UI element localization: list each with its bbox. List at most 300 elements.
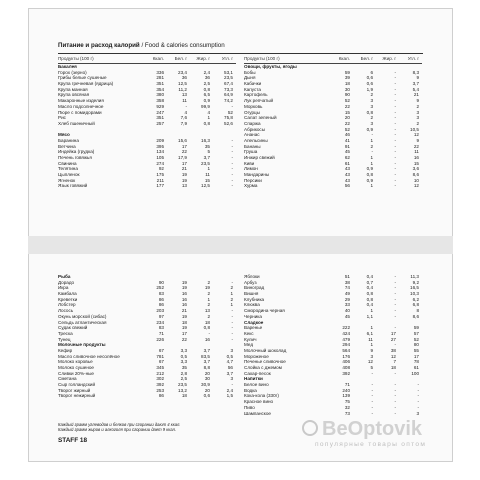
kcal-value: 211 — [156, 177, 164, 183]
product-name: Лук репчатый — [244, 98, 274, 104]
fat-value: - — [394, 313, 396, 319]
carbs-value: 59 — [413, 325, 419, 331]
carbs-value: 53,1 — [224, 69, 233, 75]
fat-value: 30 — [204, 376, 210, 382]
carbs-value: - — [231, 143, 233, 149]
product-name: Кефир — [58, 347, 73, 353]
table-header-row — [58, 56, 236, 64]
carbs-value: 8,6 — [412, 172, 419, 178]
fat-value: 12 — [390, 353, 396, 359]
fat-value: 12,5 — [201, 183, 210, 189]
kcal-value: 351 — [156, 115, 164, 121]
product-name: Белое вино — [244, 382, 269, 388]
kcal-value: 43 — [344, 177, 350, 183]
kcal-value: 86 — [158, 296, 164, 302]
protein-value: 1 — [370, 342, 373, 348]
kcal-value: 56 — [344, 183, 350, 189]
kcal-value: 177 — [156, 183, 164, 189]
kcal-value: 345 — [156, 365, 164, 370]
product-name: Хлеб пшеничный — [58, 120, 95, 126]
product-name: Капуста — [244, 86, 261, 92]
carbs-value: 0,5 — [226, 353, 233, 359]
product-name: Клубника — [244, 296, 265, 302]
kcal-value: 29 — [344, 296, 350, 302]
carbs-value: 2 — [230, 285, 233, 291]
product-name: Спаржа — [244, 120, 261, 126]
fat-value: - — [394, 143, 396, 149]
kcal-value: 209 — [156, 137, 164, 143]
carbs-value: 3 — [416, 410, 419, 416]
page-number: 18 — [79, 437, 88, 444]
protein-value: 23,4 — [178, 69, 187, 75]
protein-value: 21 — [181, 308, 187, 314]
product-name: Виноград — [244, 285, 265, 291]
product-name: Лобстер — [58, 302, 76, 308]
product-name: Инжир свежий — [244, 155, 275, 160]
carbs-value: 3,7 — [412, 81, 419, 87]
product-name: Сливки 20%-ные — [58, 370, 94, 376]
carbs-value: - — [231, 183, 233, 189]
fat-value: 16 — [204, 336, 210, 342]
kcal-value: 22 — [344, 103, 350, 109]
product-name: Сметана — [58, 376, 77, 382]
carbs-value: 9 — [416, 75, 419, 81]
fat-value: 1 — [207, 296, 210, 302]
carbs-value: 10,5 — [410, 126, 419, 132]
protein-value: 0,7 — [366, 279, 373, 285]
protein-value: 19 — [181, 172, 187, 178]
note-line: Каждый грамм углеводов и белков при сгорании дают 4 ккал. — [58, 422, 181, 427]
brand-footer — [58, 437, 87, 444]
kcal-value: 274 — [156, 160, 164, 166]
kcal-value: 281 — [156, 75, 164, 81]
carbs-value: 73,3 — [224, 86, 233, 92]
carbs-value: - — [231, 319, 233, 325]
kcal-value: 380 — [156, 92, 164, 98]
kcal-value: 22 — [344, 120, 350, 126]
carbs-value: 80 — [413, 342, 419, 348]
protein-value: 0,8 — [366, 109, 373, 115]
protein-value: 6,1 — [366, 330, 373, 336]
carbs-value: 3 — [230, 347, 233, 353]
product-name: Творог жирный — [58, 387, 91, 393]
carbs-value: 6,8 — [412, 302, 419, 308]
table-bottom-right — [244, 274, 422, 416]
protein-value: 0,4 — [366, 302, 373, 308]
product-name: Яблоки — [244, 274, 260, 279]
protein-value: 1 — [370, 308, 373, 314]
protein-value: 21 — [181, 166, 187, 172]
carbs-value: - — [231, 166, 233, 172]
fat-value: 1 — [207, 115, 210, 121]
carbs-value: 12 — [413, 132, 419, 138]
section-heading-label: Молочные продукты — [58, 342, 106, 348]
kcal-value: 139 — [342, 393, 350, 399]
carbs-value: 55 — [413, 347, 419, 353]
protein-value: 3 — [370, 98, 373, 104]
product-name: Печенье сливочное — [244, 359, 286, 365]
protein-value: 15,6 — [178, 137, 187, 143]
protein-value: - — [185, 103, 187, 109]
protein-value: 19 — [181, 279, 187, 285]
fat-value: - — [394, 404, 396, 410]
carbs-value: 9 — [416, 137, 419, 143]
carbs-value: 1 — [230, 302, 233, 308]
carbs-value: - — [231, 325, 233, 331]
protein-value: 1 — [370, 155, 373, 160]
kcal-value: 354 — [156, 86, 164, 92]
fat-value: 19 — [204, 285, 210, 291]
carbs-value: 16,5 — [410, 285, 419, 291]
product-name: Лосось — [58, 308, 74, 314]
product-name: Абрикосы — [244, 126, 266, 132]
brand-name: STAFF — [58, 437, 79, 444]
product-name: Мороженое — [244, 353, 269, 359]
fat-value: 38 — [390, 347, 396, 353]
carbs-value: 11 — [414, 149, 419, 155]
kcal-value: 294 — [342, 342, 350, 348]
fat-value: - — [394, 285, 396, 291]
product-name: Клюква — [244, 302, 260, 308]
product-name: Ветчина — [58, 143, 76, 149]
carbs-value: - — [417, 399, 419, 405]
table-row — [244, 183, 422, 189]
fat-value: 20 — [204, 387, 210, 393]
protein-value: 3 — [370, 120, 373, 126]
protein-value: 12 — [367, 359, 373, 365]
product-name: Киви — [244, 160, 255, 166]
protein-value: 0,8 — [366, 296, 373, 302]
product-name: Ананас — [244, 132, 260, 138]
protein-value: 2 — [370, 92, 373, 98]
carbs-value: - — [231, 313, 233, 319]
kcal-value: 336 — [156, 69, 164, 75]
product-name: Кабачки — [244, 81, 262, 87]
fat-value: 18 — [204, 319, 210, 325]
fat-value: 23,5 — [201, 160, 210, 166]
fat-value: - — [394, 342, 396, 348]
kcal-value: 253 — [156, 387, 164, 393]
carbs-value: 8,3 — [412, 69, 419, 75]
product-name: Картофель — [244, 92, 268, 98]
carbs-value: 1,5 — [226, 393, 233, 399]
fat-value: 1 — [207, 166, 210, 172]
carbs-value: - — [231, 279, 233, 285]
product-name: Индейка (грудка) — [58, 149, 95, 155]
kcal-value: 59 — [344, 69, 350, 75]
product-name: Салат зеленый — [244, 115, 277, 121]
carbs-value: 57 — [413, 330, 419, 336]
carbs-value: 78 — [413, 359, 419, 365]
fat-value: 2 — [207, 291, 210, 297]
fat-value: 2 — [207, 279, 210, 285]
carbs-value: 52 — [227, 109, 233, 115]
kcal-value: 43 — [344, 172, 350, 178]
carbs-value: - — [231, 382, 233, 388]
protein-value: 3,3 — [180, 359, 187, 365]
carbs-value: 61 — [413, 365, 419, 370]
carbs-value: 6,2 — [412, 296, 419, 302]
protein-value: 1 — [370, 325, 373, 331]
kcal-value: 97 — [158, 313, 164, 319]
product-name: Крупа манная — [58, 86, 88, 92]
carbs-value: 17 — [413, 353, 419, 359]
kcal-value: 62 — [344, 155, 350, 160]
kcal-value: 39 — [344, 75, 350, 81]
carbs-value: 22 — [413, 143, 419, 149]
protein-value: 1 — [370, 137, 373, 143]
fat-value: - — [394, 302, 396, 308]
protein-value: 19 — [181, 313, 187, 319]
protein-value: 17 — [181, 143, 187, 149]
carbs-value: - — [231, 336, 233, 342]
header-kcal: Ккал. — [338, 56, 350, 61]
product-name: Горох (зерно) — [58, 69, 87, 75]
product-name: Сыр голландский — [58, 382, 96, 388]
protein-value: 11 — [368, 336, 373, 342]
product-name: Масло сливочное несолёное — [58, 353, 120, 359]
fat-value: 83,5 — [201, 353, 210, 359]
fat-value: 30,9 — [201, 382, 210, 388]
fat-value: 3,7 — [203, 359, 210, 365]
carbs-value: - — [417, 393, 419, 399]
carbs-value: 9 — [416, 98, 419, 104]
carbs-value: - — [417, 382, 419, 388]
protein-value: 2,8 — [180, 370, 187, 376]
carbs-value: - — [417, 387, 419, 393]
product-name: Огурцы — [244, 109, 260, 115]
protein-value: 0,6 — [366, 81, 373, 87]
product-name: Креветки — [58, 296, 78, 302]
protein-value: 19 — [181, 325, 187, 331]
protein-value: 19 — [181, 285, 187, 291]
kcal-value: 20 — [344, 115, 350, 121]
product-name: Свинина — [58, 160, 77, 166]
kcal-value: 247 — [156, 109, 164, 115]
fat-value: 99,9 — [201, 103, 210, 109]
carbs-value: 23,5 — [224, 75, 233, 81]
product-name: Молочный шоколад — [244, 347, 287, 353]
protein-value: 16 — [181, 296, 187, 302]
fat-value: 0,8 — [203, 325, 210, 331]
fat-value: 7 — [393, 359, 396, 365]
protein-value: 4 — [184, 109, 187, 115]
product-name: Дорадо — [58, 279, 75, 285]
fat-value: - — [394, 166, 396, 172]
product-name: Кока-кола (330г) — [244, 393, 279, 399]
protein-value: 0,9 — [366, 126, 373, 132]
protein-value: 17,9 — [178, 155, 187, 160]
carbs-value: 52 — [413, 336, 419, 342]
fat-value: 2,5 — [203, 81, 210, 87]
kcal-value: 71 — [158, 330, 164, 336]
fat-value: - — [394, 410, 396, 416]
product-name: Сельдь атлантическая — [58, 319, 107, 325]
product-name: Груша — [244, 149, 258, 155]
carbs-value: 67,4 — [224, 81, 233, 87]
product-name: Печень говяжья — [58, 155, 92, 160]
product-name: Мед — [244, 342, 254, 348]
fat-value: - — [394, 399, 396, 405]
kcal-value: 395 — [156, 143, 164, 149]
kcal-value: 32 — [344, 404, 350, 410]
protein-value: 2 — [370, 115, 373, 121]
carbs-value: 3,7 — [226, 370, 233, 376]
fat-value: 3,7 — [203, 155, 210, 160]
protein-value: 16 — [181, 291, 187, 297]
kcal-value: 41 — [344, 137, 350, 143]
header-protein: Бел. г — [174, 56, 187, 61]
kcal-value: 222 — [342, 325, 350, 331]
kcal-value: 105 — [156, 155, 164, 160]
product-name: Ягненок — [58, 177, 76, 183]
protein-value: 22 — [181, 149, 187, 155]
kcal-value: 351 — [156, 81, 164, 87]
product-name: Творог нежирный — [58, 393, 96, 399]
protein-value: 9 — [370, 347, 373, 353]
kcal-value: 40 — [344, 308, 350, 314]
kcal-value: 92 — [158, 166, 164, 172]
table-top-right — [244, 56, 422, 189]
protein-value: 2 — [370, 143, 373, 149]
section-heading-label: Сладкое — [244, 319, 264, 325]
carbs-value: 3 — [416, 115, 419, 121]
carbs-value: 4,7 — [226, 359, 233, 365]
protein-value: 1,1 — [366, 313, 373, 319]
carbs-value: 8 — [416, 308, 419, 314]
fat-value: 18 — [390, 365, 396, 370]
product-name: Крупа овсяная — [58, 92, 90, 98]
kcal-value: 90 — [158, 279, 164, 285]
carbs-value: - — [231, 103, 233, 109]
fat-value: - — [394, 291, 396, 297]
product-name: Тунец — [58, 336, 71, 342]
protein-value: - — [371, 382, 373, 388]
kcal-value: 67 — [158, 347, 164, 353]
product-name: Водка — [244, 387, 257, 393]
kcal-value: 52 — [344, 126, 350, 132]
protein-value: 16 — [181, 302, 187, 308]
header-carbs: Угл. г — [407, 56, 419, 61]
fat-value: - — [394, 81, 396, 87]
kcal-value: 30 — [344, 86, 350, 92]
kcal-value: 38 — [344, 279, 350, 285]
kcal-value: 67 — [158, 359, 164, 365]
protein-value: 3 — [370, 103, 373, 109]
title-divider — [58, 53, 423, 54]
carbs-value: 8,6 — [412, 313, 419, 319]
kcal-value: 302 — [156, 376, 164, 382]
kcal-value: 212 — [156, 370, 164, 376]
protein-value: 2,5 — [180, 376, 187, 382]
protein-value: 11 — [182, 98, 187, 104]
product-name: Крупа гречневая (ядрица) — [58, 81, 114, 87]
kcal-value: 252 — [156, 285, 164, 291]
fat-value: 16,3 — [201, 137, 210, 143]
kcal-value: 358 — [156, 98, 164, 104]
kcal-value: 73 — [344, 410, 350, 416]
product-name: Арбуз — [244, 279, 257, 285]
carbs-value: 100 — [411, 370, 419, 376]
carbs-value: - — [231, 155, 233, 160]
kcal-value: 176 — [342, 353, 350, 359]
kcal-value: 43 — [344, 166, 350, 172]
product-name: Морковь — [244, 103, 263, 109]
fat-value: 5 — [207, 149, 210, 155]
product-name: Судак свежий — [58, 325, 88, 331]
product-name: Сахар-песок — [244, 370, 271, 376]
fat-value: - — [394, 274, 396, 279]
product-name: Вишня — [244, 291, 259, 297]
section-heading-label: Напитки — [244, 376, 263, 382]
product-name: Грибы белые сушеные — [58, 75, 107, 81]
kcal-value: 240 — [342, 387, 350, 393]
watermark-tagline: популярные товары оптом — [315, 441, 427, 448]
protein-value: - — [371, 399, 373, 405]
kcal-value: 75 — [344, 399, 350, 405]
fat-value: 0,9 — [203, 98, 210, 104]
carbs-value: 75,8 — [224, 115, 233, 121]
carbs-value: - — [231, 137, 233, 143]
carbs-value: 16 — [413, 155, 419, 160]
protein-value: 0,6 — [366, 75, 373, 81]
kcal-value: 86 — [158, 302, 164, 308]
kcal-value: 45 — [344, 313, 350, 319]
kcal-value: 46 — [344, 132, 350, 138]
protein-value: 22 — [181, 336, 187, 342]
fat-value: - — [394, 370, 396, 376]
protein-value: - — [371, 132, 373, 138]
calorie-notes — [58, 422, 181, 432]
protein-value: 5 — [370, 365, 373, 370]
fat-value: 27 — [390, 336, 396, 342]
product-name: Варенье — [244, 325, 263, 331]
protein-value: 0,4 — [366, 285, 373, 291]
table-row — [58, 393, 236, 399]
kcal-value: 86 — [158, 393, 164, 399]
header-carbs: Угл. г — [221, 56, 233, 61]
protein-value: 13 — [181, 183, 187, 189]
page-title — [58, 42, 225, 49]
carbs-value: - — [231, 149, 233, 155]
fat-value: - — [394, 109, 396, 115]
fat-value: 2,4 — [203, 69, 210, 75]
carbs-value: 3 — [416, 109, 419, 115]
fat-value: - — [394, 75, 396, 81]
title-en: / Food & calories consumption — [141, 42, 225, 49]
table-header-row — [244, 56, 422, 64]
protein-value: - — [371, 149, 373, 155]
fat-value: - — [394, 177, 396, 183]
product-name: Масло подсолнечное — [58, 103, 104, 109]
kcal-value: 18 — [344, 81, 350, 87]
fat-value: - — [394, 393, 396, 399]
carbs-value: 56 — [227, 365, 233, 370]
product-name: Телятина — [58, 166, 78, 172]
protein-value: 7,6 — [180, 115, 187, 121]
fat-value: - — [208, 330, 210, 336]
carbs-value: 2 — [416, 120, 419, 126]
protein-value: 6 — [370, 69, 373, 75]
header-fat: Жир. г — [382, 56, 396, 61]
fat-value: 20 — [204, 370, 210, 376]
kcal-value: 45 — [344, 149, 350, 155]
fat-value: - — [394, 120, 396, 126]
product-name: Пюре с помидорами — [58, 109, 102, 115]
product-name: Кекс — [244, 330, 254, 336]
fat-value: 0,8 — [203, 120, 210, 126]
product-name: Кулич — [244, 336, 257, 342]
